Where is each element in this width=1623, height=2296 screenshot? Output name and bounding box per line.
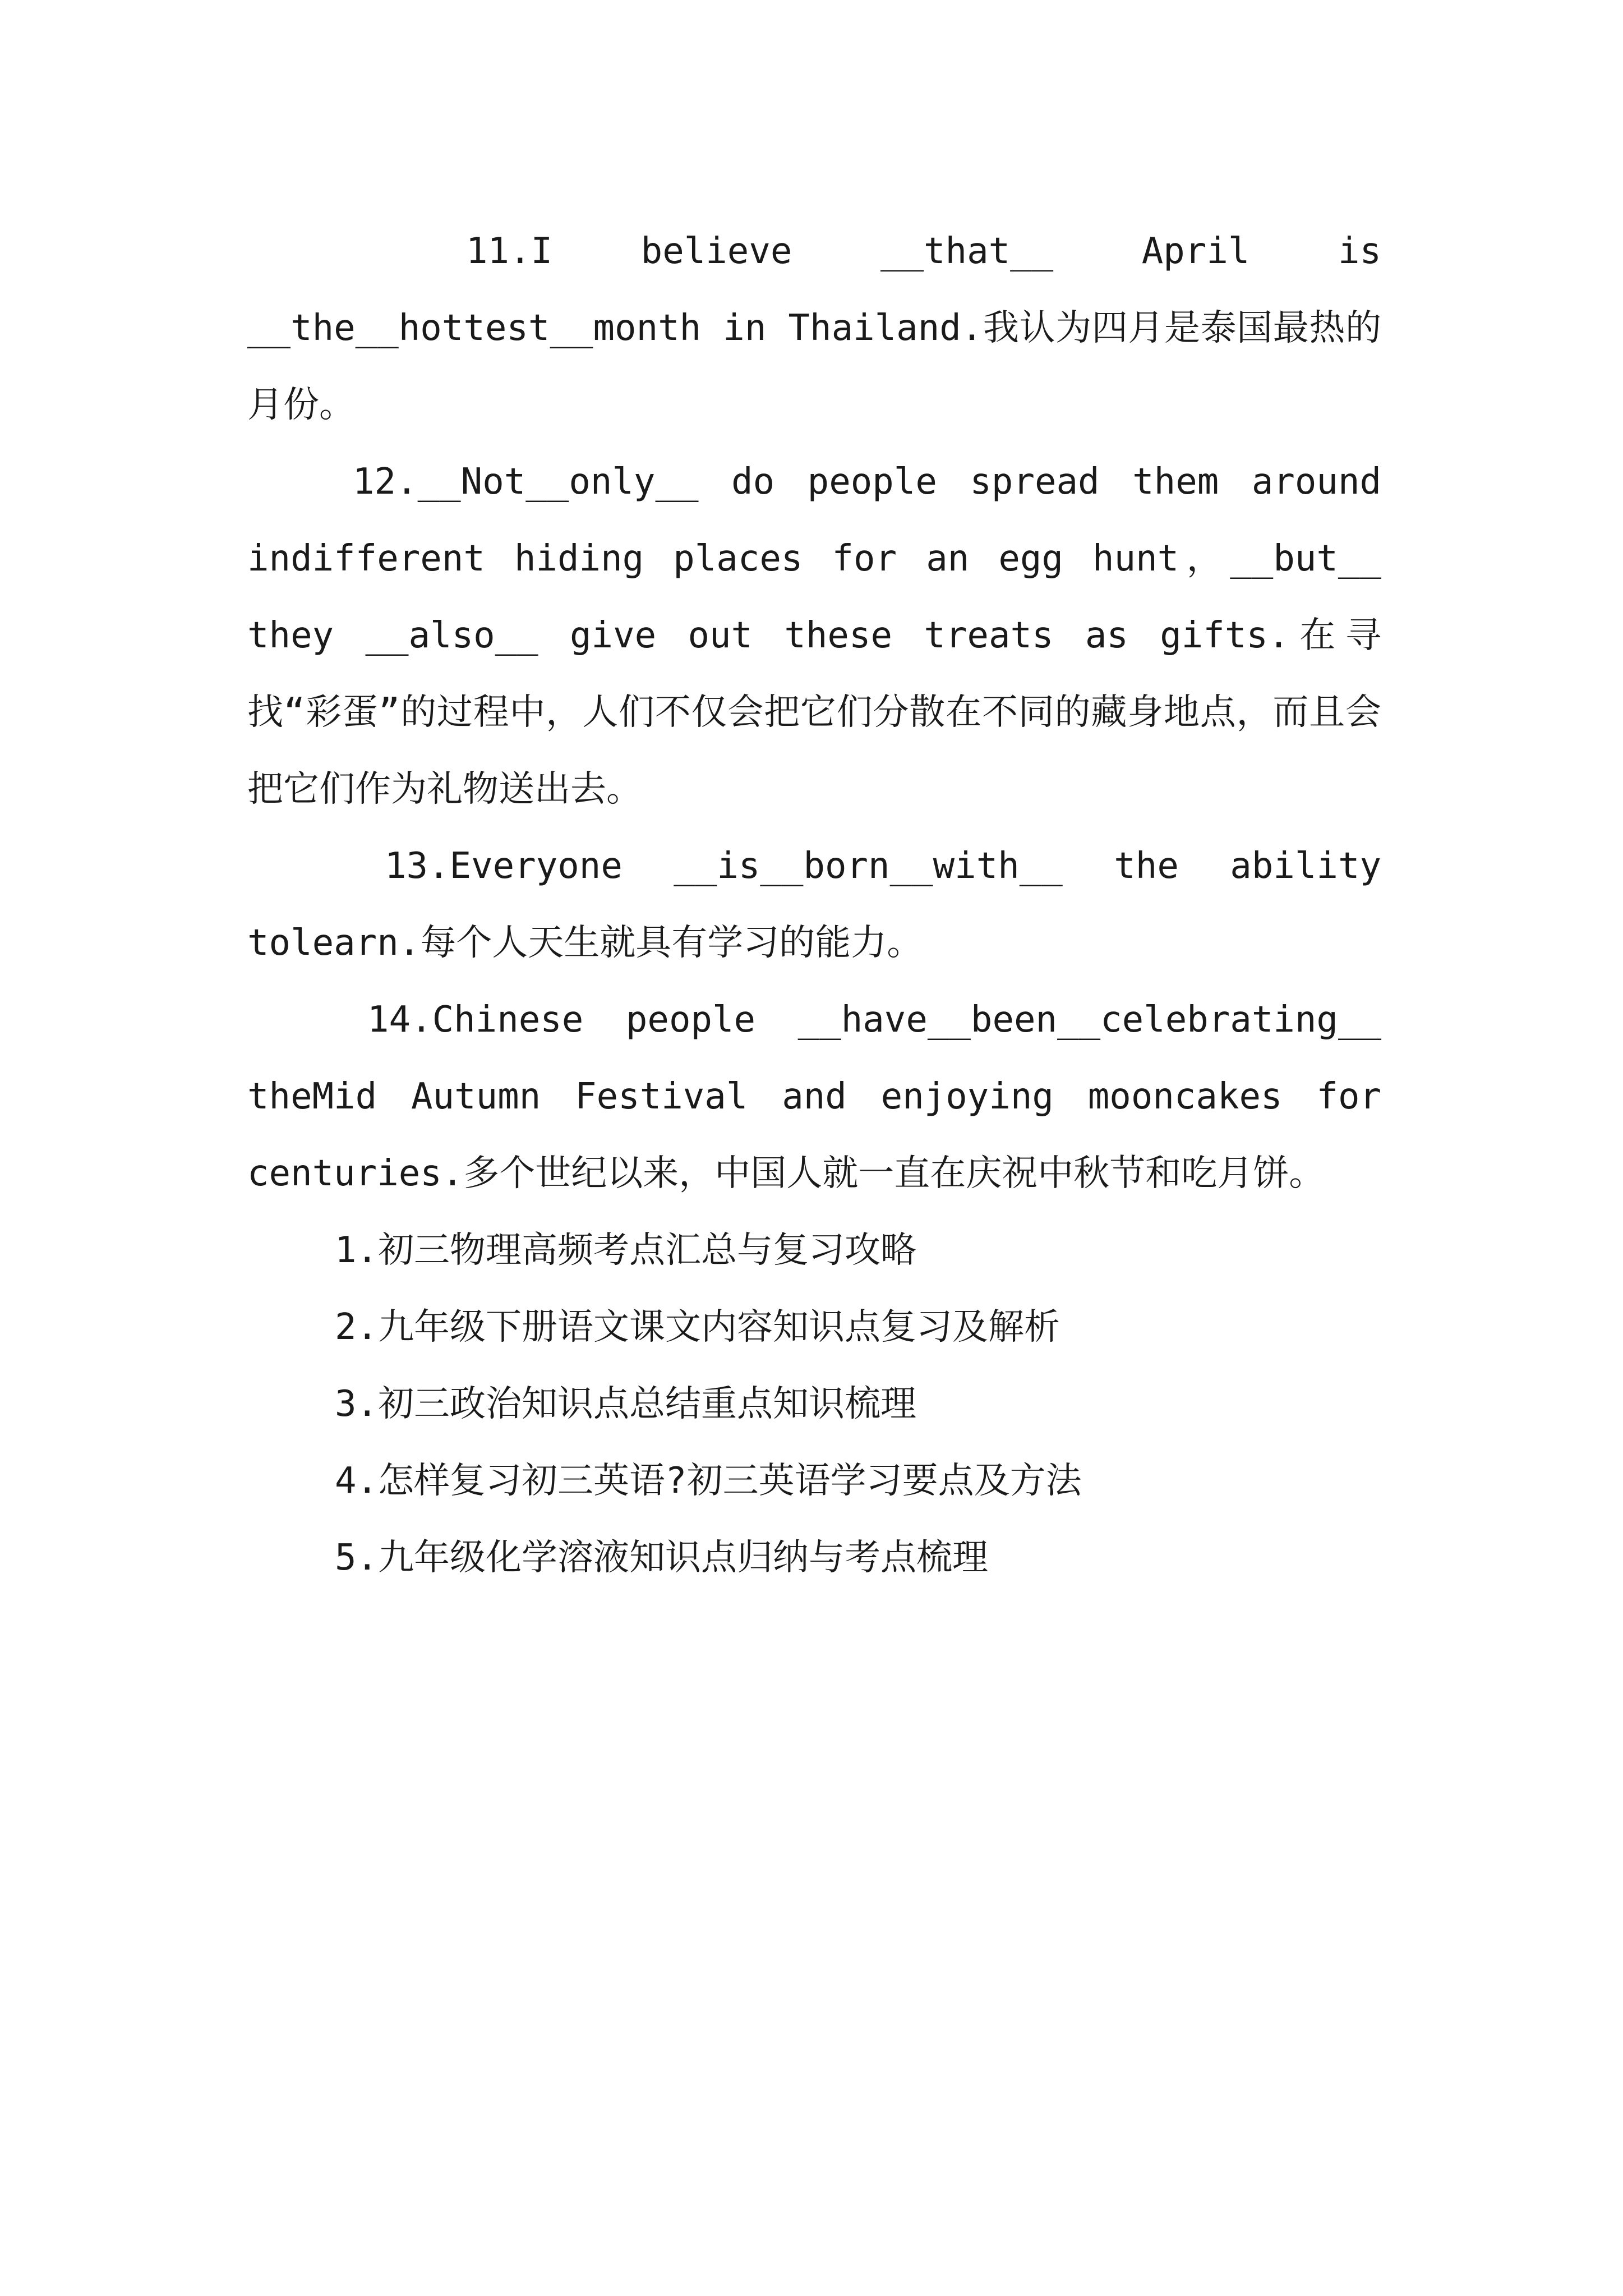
document-body <box>247 213 1381 1596</box>
related-links-list <box>247 1212 1381 1596</box>
related-link-item[interactable]: 2.九年级下册语文课文内容知识点复习及解析 <box>335 1306 1061 1348</box>
related-link-item[interactable]: 3.初三政治知识点总结重点知识梳理 <box>335 1383 917 1425</box>
related-link-item[interactable]: 4.怎样复习初三英语?初三英语学习要点及方法 <box>335 1460 1082 1502</box>
sentence-13: 13.Everyone __is__born__with__ the ability tolearn.每个人天生就具有学习的能力。 <box>247 845 1381 964</box>
related-link-item[interactable]: 5.九年级化学溶液知识点归纳与考点梳理 <box>335 1537 989 1579</box>
sentence-12: 12.__Not__only__ do people spread them around indifferent hiding places for an egg hunt，__but__ they __also__ give out these treats as gifts.在寻找“彩蛋”的过程中，人们不仅会把它们分散在不同的藏身地点，而且会把它们作为礼物送出去。 <box>247 461 1381 810</box>
sentence-11: 11.I believe __that__ April is __the__hottest__month in Thailand.我认为四月是泰国最热的月份。 <box>247 231 1381 426</box>
sentence-14: 14.Chinese people __have__been__celebrating__ theMid Autumn Festival and enjoying mooncakes for centuries.多个世纪以来，中国人就一直在庆祝中秋节和吃月饼。 <box>247 999 1381 1194</box>
related-link-item[interactable]: 1.初三物理高频考点汇总与复习攻略 <box>335 1230 917 1271</box>
